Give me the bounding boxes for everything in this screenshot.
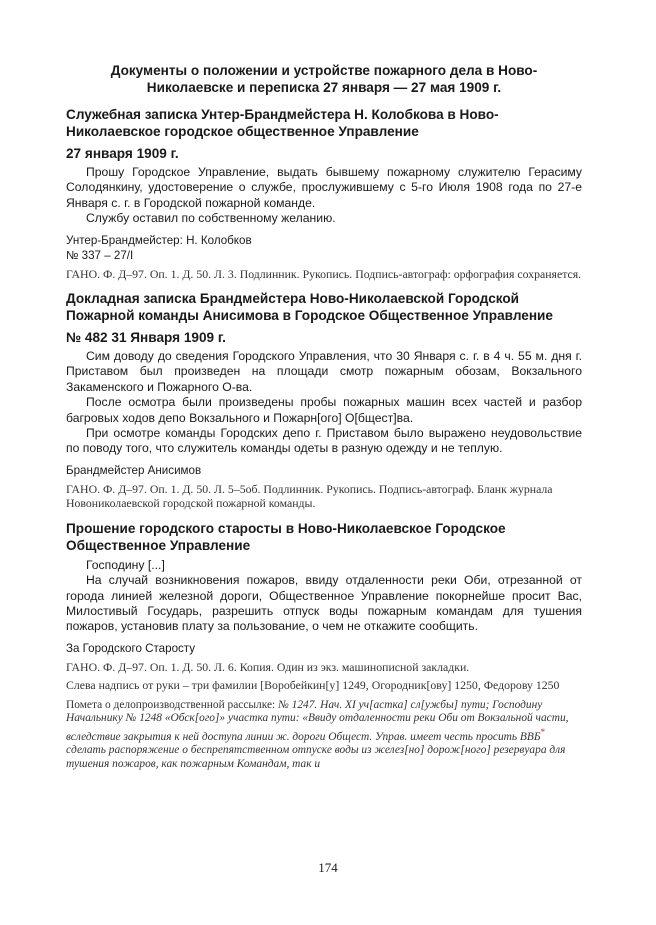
doc3-signature: За Городского Старосту	[66, 641, 196, 655]
note-prefix: Помета о делопроизводственной рассылке:	[66, 698, 279, 711]
doc3-heading: Прошение городского старосты в Ново-Николаевское Городское Общественное Управление	[66, 520, 506, 553]
doc2-signature: Брандмейстер Анисимов	[66, 463, 202, 477]
doc1-heading: Служебная записка Унтер-Брандмейстера Н. Колобкова в Ново-Николаевское городское общественное Управление	[66, 107, 499, 139]
footnote-star: *	[540, 726, 546, 737]
doc1-paragraph-1: Прошу Городское Управление, выдать бывшему пожарному служителю Герасиму Солодянкину, удостоверение о службе, прослужившему с 5-го Июля 1908 года по 27-е Января с. г. в Городской пожарной команде.	[66, 165, 582, 210]
doc1-source: ГАНО. Ф. Д–97. Оп. 1. Д. 50. Л. 3. Подлинник. Рукопись. Подпись-автограф: орфография сохраняется.	[66, 266, 582, 281]
doc2-paragraph-2: После осмотра были произведены пробы пожарных машин всех частей и разбор багровых ходов депо Вокзального и Пожарн[ого] О[бщест]ва.	[66, 395, 582, 425]
page-title: Документы о положении и устройстве пожарного дела в Ново-Николаевске и переписка 27 января — 27 мая 1909 г.	[110, 63, 538, 95]
page-number: 174	[318, 860, 338, 875]
doc2-date: № 482 31 Января 1909 г.	[66, 330, 226, 346]
doc2-paragraph-1: Сим доводу до сведения Городского Управления, что 30 Января с. г. в 4 ч. 55 м. дня г. Приставом был произведен на площади смотр пожарным обозам, Вокзального Закаменского и Пожарного О-ва.	[66, 349, 582, 394]
doc1-date: 27 января 1909 г.	[66, 146, 179, 161]
doc1-signature: Унтер-Брандмейстер: Н. Колобков	[66, 233, 252, 247]
doc3-addressee: Господину [...]	[86, 557, 165, 572]
doc3-source: ГАНО. Ф. Д–97. Оп. 1. Д. 50. Л. 6. Копия. Один из экз. машинописной закладки.	[66, 659, 470, 674]
note-italic-text-2: сделать распоряжение о беспрепятственном отпуске воды из желез[но] дорож[ного] резервуара для тушения пожаров, как пожарным Командам, так и	[66, 744, 566, 770]
doc1-number: № 337 – 27/I	[66, 248, 134, 262]
doc3-note-2	[66, 699, 582, 772]
doc1-paragraph-2: Службу оставил по собственному желанию.	[86, 211, 336, 226]
doc3-paragraph-1: На случай возникновения пожаров, ввиду отдаленности реки Оби, отрезанной от города линией железной дороги, Общественное Управление покорнейше просит Вас, Милостивый Государь, разрешить отпуск воды пожарным командам для тушения пожаров, установив плату за пользование, о чем не откажите сообщить.	[66, 573, 582, 634]
note-italic-text: № 1247. Нач. XI уч[астка] сл[ужбы] пути; Господину Начальнику № 1248 «Обск[ого]» участка пути: «Ввиду отдаленности реки Оби от Вокзальной части, вследствие закрытия к ней доступа линии ж. дороги Общест. Управ. имеет честь просить ВВБ	[66, 698, 569, 743]
doc2-paragraph-3: При осмотре команды Городских депо г. Приставом было выражено неудовольствие по поводу того, что служитель команды одеты в разную одежду и не теплую.	[66, 426, 582, 456]
doc3-note-1: Слева надпись от руки – три фамилии [Воробейкин[у] 1249, Огородник[ову] 1250, Федорову 1250	[66, 678, 560, 693]
doc2-heading: Докладная записка Брандмейстера Ново-Николаевской Городской Пожарной команды Анисимова в Городское Общественное Управление	[66, 291, 553, 324]
doc2-source: ГАНО. Ф. Д–97. Оп. 1. Д. 50. Л. 5–5об. Подлинник. Рукопись. Подпись-автограф. Бланк журнала Новониколаевской городской пожарной команды.	[66, 481, 553, 511]
